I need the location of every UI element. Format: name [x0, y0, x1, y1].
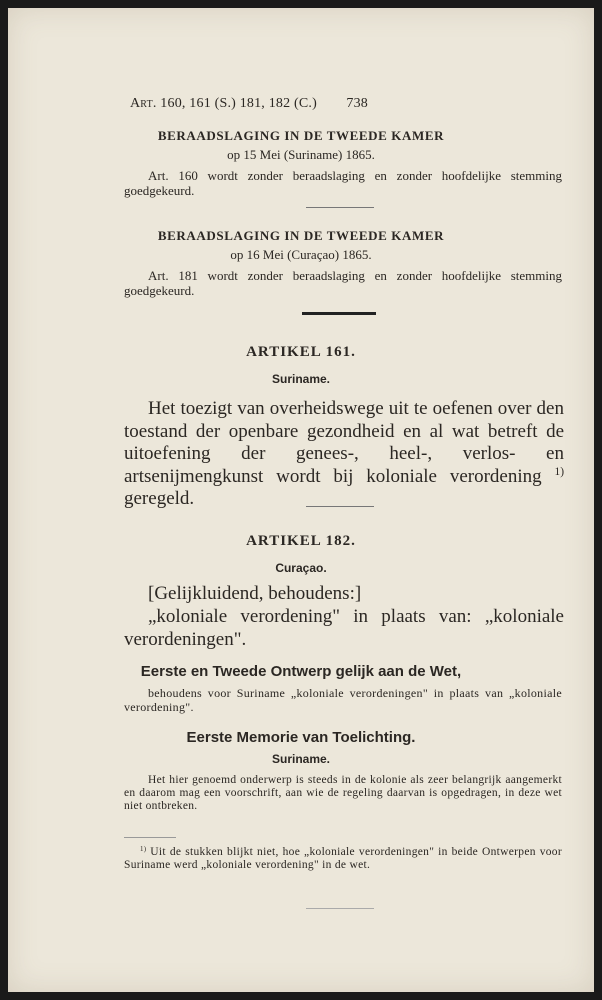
- artikel-161-body-end: geregeld.: [124, 488, 195, 509]
- page-number: 738: [346, 96, 368, 111]
- footnote-text: Uit de stukken blijkt niet, hoe „koloniale verordeningen" in beide Ontwerpen voor Suriname werd „koloniale verordening" in de wet.: [124, 846, 562, 871]
- artikel-182-title: ARTIKEL 182.: [246, 533, 356, 549]
- footnote-rule: [124, 837, 176, 838]
- section2-date: op 16 Mei (Curaçao) 1865.: [230, 247, 372, 262]
- footnote: [124, 846, 562, 872]
- memorie-text: Het hier genoemd onderwerp is steeds in de kolonie als zeer belangrijk aangemerkt en daarom mag een voorschrift, aan wie de regeling daarvan is opgedragen, in deze wet niet ontbreken.: [124, 774, 562, 812]
- section1-date: op 15 Mei (Suriname) 1865.: [227, 147, 375, 162]
- artikel-182-subtitle: Curaçao.: [275, 561, 327, 575]
- section2-title: BERAADSLAGING IN DE TWEEDE KAMER: [157, 228, 445, 243]
- section1-title: BERAADSLAGING IN DE TWEEDE KAMER: [157, 128, 445, 143]
- memorie-title: Eerste Memorie van Toelichting.: [186, 729, 416, 746]
- book-page: [8, 8, 594, 992]
- running-header: [130, 96, 490, 112]
- footnote-marker: 1): [140, 845, 147, 853]
- artikel-161-title: ARTIKEL 161.: [246, 344, 356, 360]
- artikel-161-body: Het toezigt van overheidswege uit te oefenen over den toestand der openbare gezondheid en al wat betreft de uitoefening der genees-, heel-, verlos- en artsenijmengkunst wordt bij koloniale verordening: [124, 398, 564, 487]
- artikel-182-line2: „koloniale verordening" in plaats van: „koloniale verordeningen".: [124, 606, 564, 650]
- header-articles: 160, 161 (S.) 181, 182 (C.): [160, 96, 317, 111]
- ontwerp-title: Eerste en Tweede Ontwerp gelijk aan de Wet,: [140, 663, 462, 680]
- artikel-161-text: [124, 398, 564, 511]
- ontwerp-text: behoudens voor Suriname „koloniale verordeningen" in plaats van „koloniale verordening".: [124, 686, 562, 714]
- artikel-161-subtitle: Suriname.: [271, 372, 331, 386]
- thick-divider: [302, 312, 376, 315]
- bottom-rule: [306, 908, 374, 909]
- footnote-ref: 1): [554, 465, 564, 478]
- section1-text: Art. 160 wordt zonder beraadslaging en zonder hoofdelijke stemming goedgekeurd.: [124, 168, 562, 198]
- memorie-subtitle: Suriname.: [271, 752, 331, 766]
- divider: [306, 506, 374, 507]
- artikel-182-line1: [Gelijkluidend, behoudens:]: [148, 583, 362, 604]
- section2-text: Art. 181 wordt zonder beraadslaging en zonder hoofdelijke stemming goedgekeurd.: [124, 268, 562, 298]
- header-art-label: Art.: [130, 96, 157, 111]
- divider: [306, 207, 374, 208]
